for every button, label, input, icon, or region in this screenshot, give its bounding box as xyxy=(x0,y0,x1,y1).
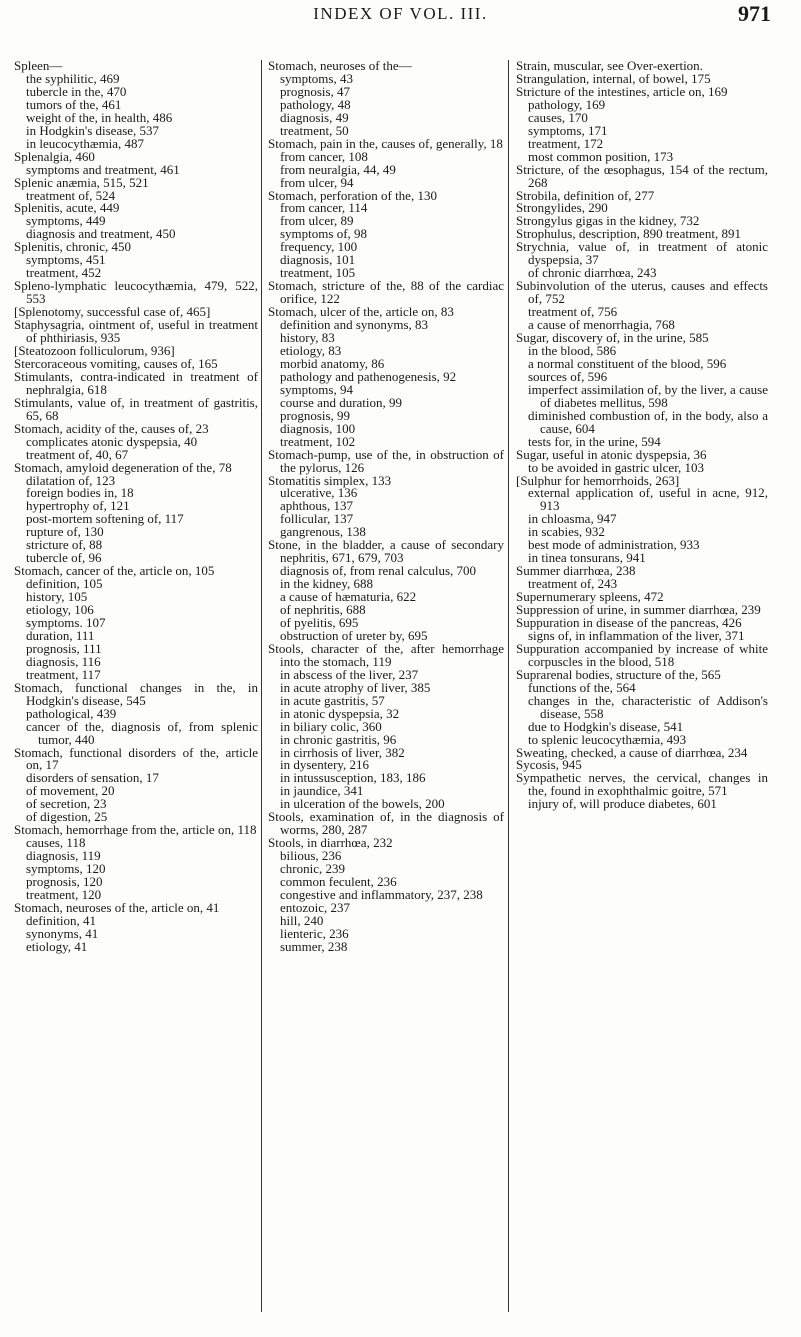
index-entry: Suppuration accompanied by increase of white corpuscles in the blood, 518 xyxy=(516,640,768,669)
index-subentry: prognosis, 99 xyxy=(280,407,351,423)
index-subentry: of pyelitis, 695 xyxy=(280,614,359,630)
index-entry: Sycosis, 945 xyxy=(516,757,582,773)
index-subentry: from cancer, 114 xyxy=(280,200,368,216)
index-subentry: in chloasma, 947 xyxy=(528,511,617,527)
index-subentry: causes, 118 xyxy=(26,835,86,851)
index-entry: Stomach, acidity of the, causes of, 23 xyxy=(14,420,209,436)
index-entry: Subinvolution of the uterus, causes and effects of, 752 xyxy=(516,278,768,307)
index-subentry: prognosis, 120 xyxy=(26,874,103,890)
index-subentry: treatment of, 756 xyxy=(528,304,618,320)
index-entry: Suprarenal bodies, structure of the, 565 xyxy=(516,666,721,682)
index-subentry: of chronic diarrhœa, 243 xyxy=(528,265,657,281)
index-entry: Stomach, neuroses of the, article on, 41 xyxy=(14,899,220,915)
index-entry: Supernumerary spleens, 472 xyxy=(516,589,664,605)
index-subentry: causes, 170 xyxy=(528,109,588,125)
index-subentry: of movement, 20 xyxy=(26,783,115,799)
index-subentry: diminished combustion of, in the body, also a cause, 604 xyxy=(528,407,768,436)
index-subentry: aphthous, 137 xyxy=(280,498,353,514)
index-subentry: treatment, 105 xyxy=(280,265,356,281)
index-subentry: in leucocythæmia, 487 xyxy=(26,135,145,151)
index-entry: Stomach, amyloid degeneration of the, 78 xyxy=(14,459,232,475)
index-column-1 xyxy=(14,60,258,954)
index-subentry: diagnosis of, from renal calculus, 700 xyxy=(280,563,477,579)
index-subentry: definition, 105 xyxy=(26,576,103,592)
index-subentry: diagnosis, 119 xyxy=(26,848,101,864)
index-subentry: symptoms, 94 xyxy=(280,381,353,397)
index-subentry: of secretion, 23 xyxy=(26,796,107,812)
index-entry: Stomach, neuroses of the— xyxy=(268,58,412,73)
index-subentry: pathological, 439 xyxy=(26,705,117,721)
index-subentry: tubercle in the, 470 xyxy=(26,83,127,99)
index-subentry: of nephritis, 688 xyxy=(280,602,366,618)
index-subentry: obstruction of ureter by, 695 xyxy=(280,627,428,643)
index-entry: [Sulphur for hemorrhoids, 263] xyxy=(516,472,680,488)
index-subentry: summer, 238 xyxy=(280,938,348,954)
index-subentry: definition and synonyms, 83 xyxy=(280,317,429,333)
index-subentry: in the blood, 586 xyxy=(528,342,617,358)
index-subentry: in abscess of the liver, 237 xyxy=(280,666,419,682)
index-subentry: a cause of menorrhagia, 768 xyxy=(528,317,675,333)
index-subentry: course and duration, 99 xyxy=(280,394,403,410)
index-subentry: synonyms, 41 xyxy=(26,925,99,941)
index-subentry: treatment, 120 xyxy=(26,887,102,902)
index-entry: Strophulus, description, 890 treatment, 891 xyxy=(516,226,741,242)
index-subentry: weight of the, in health, 486 xyxy=(26,109,173,125)
index-subentry: rupture of, 130 xyxy=(26,524,104,540)
index-entry: Suppuration in disease of the pancreas, 426 xyxy=(516,614,742,630)
index-subentry: treatment of, 40, 67 xyxy=(26,446,129,462)
index-entry: Sugar, discovery of, in the urine, 585 xyxy=(516,330,709,346)
page-number: 971 xyxy=(738,1,771,26)
index-subentry: pathology, 48 xyxy=(280,96,351,112)
index-subentry: treatment of, 243 xyxy=(528,576,618,592)
index-subentry: hill, 240 xyxy=(280,912,324,928)
index-subentry: treatment, 50 xyxy=(280,122,349,138)
index-subentry: changes in the, characteristic of Addison's disease, 558 xyxy=(528,692,768,721)
index-entry: Stomach, stricture of the, 88 of the cardiac orifice, 122 xyxy=(268,278,504,307)
index-subentry: best mode of administration, 933 xyxy=(528,537,700,553)
index-subentry: a normal constituent of the blood, 596 xyxy=(528,355,727,371)
index-subentry: stricture of, 88 xyxy=(26,537,103,553)
page-header xyxy=(0,0,801,40)
index-subentry: diagnosis and treatment, 450 xyxy=(26,226,176,242)
index-subentry: in biliary colic, 360 xyxy=(280,718,382,734)
index-subentry: disorders of sensation, 17 xyxy=(26,770,159,786)
index-subentry: symptoms of, 98 xyxy=(280,226,368,242)
index-entry: Strychnia, value of, in treatment of atonic dyspepsia, 37 xyxy=(516,239,768,268)
index-subentry: pathology and pathenogenesis, 92 xyxy=(280,368,457,384)
index-subentry: hypertrophy of, 121 xyxy=(26,498,130,514)
index-column-3 xyxy=(516,60,768,811)
index-subentry: diagnosis, 116 xyxy=(26,653,101,669)
index-subentry: symptoms. 107 xyxy=(26,614,106,630)
index-entry: Stone, in the bladder, a cause of secondary nephritis, 671, 679, 703 xyxy=(268,537,504,566)
index-subentry: symptoms and treatment, 461 xyxy=(26,161,180,177)
index-subentry: in tinea tonsurans, 941 xyxy=(528,550,646,566)
running-title: INDEX OF VOL. III. xyxy=(313,4,488,23)
index-entry: Strongylides, 290 xyxy=(516,200,608,216)
index-subentry: from ulcer, 94 xyxy=(280,174,354,190)
column-divider xyxy=(261,60,262,1312)
index-subentry: in intussusception, 183, 186 xyxy=(280,770,426,786)
index-subentry: etiology, 106 xyxy=(26,602,94,618)
index-subentry: etiology, 41 xyxy=(26,938,88,954)
index-entry: Stools, examination of, in the diagnosis of worms, 280, 287 xyxy=(268,809,504,838)
index-entry: Sympathetic nerves, the cervical, changes in the, found in exophthalmic goitre, 571 xyxy=(516,770,768,799)
index-subentry: bilious, 236 xyxy=(280,848,342,864)
index-entry: Stomach, functional changes in the, in Hodgkin's disease, 545 xyxy=(14,679,258,708)
index-entry: Stomach, hemorrhage from the, article on, 118 xyxy=(14,822,257,838)
index-subentry: history, 105 xyxy=(26,589,88,605)
index-subentry: prognosis, 47 xyxy=(280,83,351,99)
index-subentry: to be avoided in gastric ulcer, 103 xyxy=(528,459,705,475)
index-entry: Splenitis, chronic, 450 xyxy=(14,239,131,255)
index-subentry: treatment, 452 xyxy=(26,265,102,281)
index-subentry: diagnosis, 101 xyxy=(280,252,356,268)
index-subentry: symptoms, 449 xyxy=(26,213,106,229)
index-subentry: in ulceration of the bowels, 200 xyxy=(280,796,445,812)
index-entry: Strain, muscular, see Over-exertion. xyxy=(516,58,703,73)
index-entry: Stomach, perforation of the, 130 xyxy=(268,187,437,203)
index-subentry: symptoms, 451 xyxy=(26,252,106,268)
index-subentry: symptoms, 120 xyxy=(26,861,106,877)
index-entry: Splenalgia, 460 xyxy=(14,148,95,164)
index-subentry: due to Hodgkin's disease, 541 xyxy=(528,718,684,734)
index-entry: Staphysagria, ointment of, useful in treatment of phthiriasis, 935 xyxy=(14,317,258,346)
index-entry: Strobila, definition of, 277 xyxy=(516,187,655,203)
index-subentry: post-mortem softening of, 117 xyxy=(26,511,184,527)
index-subentry: functions of the, 564 xyxy=(528,679,636,695)
index-subentry: diagnosis, 49 xyxy=(280,109,349,125)
index-entry: Strongylus gigas in the kidney, 732 xyxy=(516,213,700,229)
index-subentry: lienteric, 236 xyxy=(280,925,349,941)
index-subentry: dilatation of, 123 xyxy=(26,472,116,488)
index-subentry: treatment, 172 xyxy=(528,135,604,151)
index-subentry: definition, 41 xyxy=(26,912,97,928)
index-subentry: the syphilitic, 469 xyxy=(26,70,120,86)
index-subentry: common feculent, 236 xyxy=(280,874,397,890)
index-subentry: of digestion, 25 xyxy=(26,809,108,825)
index-subentry: injury of, will produce diabetes, 601 xyxy=(528,796,717,812)
index-subentry: in acute gastritis, 57 xyxy=(280,692,385,708)
index-subentry: in the kidney, 688 xyxy=(280,576,374,592)
index-subentry: pathology, 169 xyxy=(528,96,606,112)
index-subentry: tests for, in the urine, 594 xyxy=(528,433,661,449)
index-entry: Stomach, cancer of the, article on, 105 xyxy=(14,563,215,579)
index-entry: [Steatozoon folliculorum, 936] xyxy=(14,342,175,358)
index-entry: Stomach-pump, use of the, in obstruction of the pylorus, 126 xyxy=(268,446,504,475)
index-entry: Spleen— xyxy=(14,58,63,73)
index-entry: Splenitis, acute, 449 xyxy=(14,200,120,216)
index-entry: Sugar, useful in atonic dyspepsia, 36 xyxy=(516,446,707,462)
index-subentry: entozoic, 237 xyxy=(280,899,351,915)
index-subentry: signs of, in inflammation of the liver, 371 xyxy=(528,627,745,643)
index-subentry: gangrenous, 138 xyxy=(280,524,366,540)
index-subentry: treatment of, 524 xyxy=(26,187,116,203)
index-subentry: sources of, 596 xyxy=(528,368,608,384)
index-entry: Sweating, checked, a cause of diarrhœa, 234 xyxy=(516,744,748,760)
index-entry: [Splenotomy, successful case of, 465] xyxy=(14,304,211,320)
index-subentry: etiology, 83 xyxy=(280,342,342,358)
index-subentry: tumors of the, 461 xyxy=(26,96,122,112)
index-entry: Summer diarrhœa, 238 xyxy=(516,563,636,579)
index-subentry: in Hodgkin's disease, 537 xyxy=(26,122,160,138)
index-entry: Stricture of the intestines, article on, 169 xyxy=(516,83,728,99)
index-subentry: treatment, 102 xyxy=(280,433,356,449)
index-subentry: chronic, 239 xyxy=(280,861,345,877)
index-subentry: to splenic leucocythæmia, 493 xyxy=(528,731,687,747)
index-subentry: external application of, useful in acne, 912, 913 xyxy=(528,485,768,514)
index-subentry: complicates atonic dyspepsia, 40 xyxy=(26,433,198,449)
index-subentry: in jaundice, 341 xyxy=(280,783,364,799)
index-subentry: from cancer, 108 xyxy=(280,148,368,164)
column-divider xyxy=(508,60,509,1312)
index-subentry: in scabies, 932 xyxy=(528,524,605,540)
index-entry: Stomach, ulcer of the, article on, 83 xyxy=(268,304,454,320)
index-entry: Stools, character of the, after hemorrhage into the stomach, 119 xyxy=(268,640,504,669)
index-entry: Stools, in diarrhœa, 232 xyxy=(268,835,393,851)
index-subentry: symptoms, 171 xyxy=(528,122,608,138)
index-entry: Stomach, functional disorders of the, article on, 17 xyxy=(14,744,258,773)
index-subentry: tubercle of, 96 xyxy=(26,550,102,566)
index-entry: Spleno-lymphatic leucocythæmia, 479, 522, 553 xyxy=(14,278,258,307)
index-entry: Stercoraceous vomiting, causes of, 165 xyxy=(14,355,218,371)
index-subentry: history, 83 xyxy=(280,330,335,346)
index-subentry: imperfect assimilation of, by the liver, a cause of diabetes mellitus, 598 xyxy=(528,381,768,410)
index-entry: Splenic anæmia, 515, 521 xyxy=(14,174,149,190)
index-entry: Stomatitis simplex, 133 xyxy=(268,472,392,488)
index-subentry: in atonic dyspepsia, 32 xyxy=(280,705,400,721)
index-subentry: a cause of hæmaturia, 622 xyxy=(280,589,417,605)
index-subentry: in dysentery, 216 xyxy=(280,757,370,773)
index-entry: Suppression of urine, in summer diarrhœa, 239 xyxy=(516,602,761,618)
index-subentry: frequency, 100 xyxy=(280,239,358,255)
index-subentry: congestive and inflammatory, 237, 238 xyxy=(280,887,483,902)
index-subentry: most common position, 173 xyxy=(528,148,674,164)
index-subentry: in chronic gastritis, 96 xyxy=(280,731,397,747)
index-subentry: foreign bodies in, 18 xyxy=(26,485,134,501)
index-subentry: duration, 111 xyxy=(26,627,95,643)
index-subentry: follicular, 137 xyxy=(280,511,354,527)
index-entry: Stricture, of the œsophagus, 154 of the rectum, 268 xyxy=(516,161,768,190)
index-subentry: ulcerative, 136 xyxy=(280,485,358,501)
index-subentry: morbid anatomy, 86 xyxy=(280,355,385,371)
index-entry: Strangulation, internal, of bowel, 175 xyxy=(516,70,711,86)
index-entry: Stimulants, value of, in treatment of gastritis, 65, 68 xyxy=(14,394,258,423)
index-subentry: in cirrhosis of liver, 382 xyxy=(280,744,405,760)
index-subentry: diagnosis, 100 xyxy=(280,420,356,436)
index-subentry: symptoms, 43 xyxy=(280,70,353,86)
index-subentry: cancer of the, diagnosis of, from splenic tumor, 440 xyxy=(26,718,258,747)
index-subentry: from ulcer, 89 xyxy=(280,213,354,229)
index-subentry: prognosis, 111 xyxy=(26,640,102,656)
index-subentry: in acute atrophy of liver, 385 xyxy=(280,679,431,695)
index-entry: Stimulants, contra-indicated in treatment of nephralgia, 618 xyxy=(14,368,258,397)
index-column-2 xyxy=(268,60,504,954)
index-subentry: treatment, 117 xyxy=(26,666,101,682)
index-subentry: from neuralgia, 44, 49 xyxy=(280,161,396,177)
index-entry: Stomach, pain in the, causes of, generally, 18 xyxy=(268,135,503,151)
